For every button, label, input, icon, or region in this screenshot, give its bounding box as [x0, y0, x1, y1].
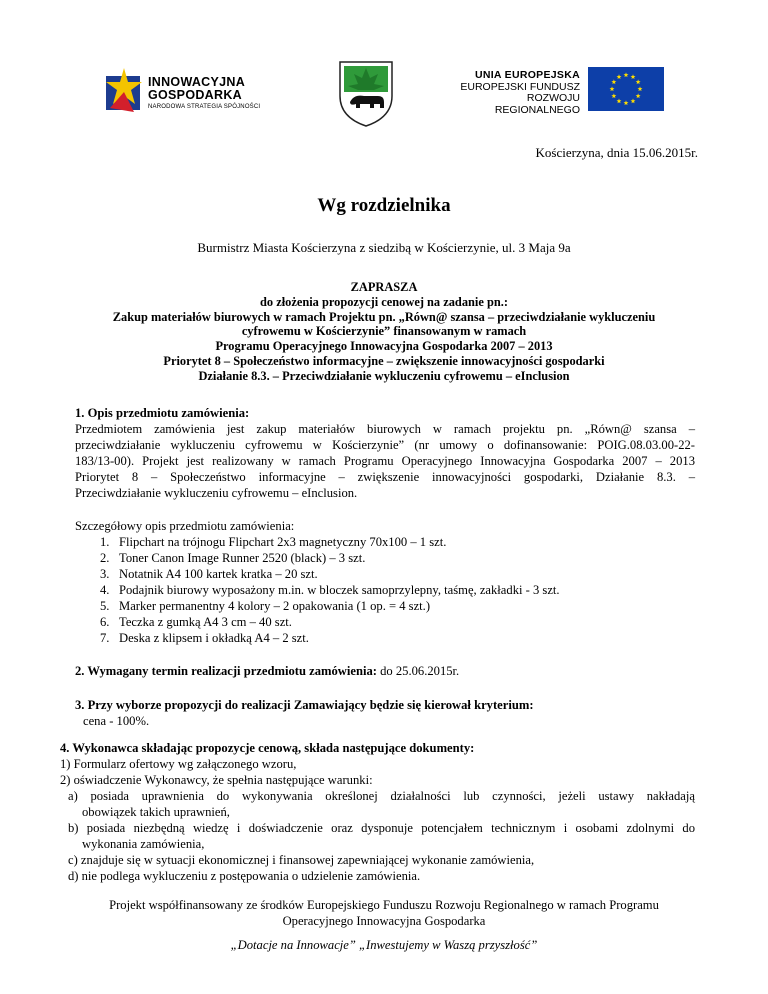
details-list [75, 534, 695, 646]
condition-line: a) posiada uprawnienia do wykonywania określonej działalności lub czynności, jeżeli ustawy nakładają [68, 789, 695, 803]
criterion-value: cena - 100%. [83, 714, 150, 728]
section4-heading: 4. Wykonawca składając propozycje cenową, składa następujące dokumenty: [60, 741, 475, 755]
section-deadline [75, 663, 695, 679]
invitation-line: cyfrowemu w Kościerzynie” finansowanym w ramach [241, 324, 527, 339]
document-item: 1) Formularz ofertowy wg załączonego wzoru, [60, 757, 297, 771]
invitation-line: do złożenia propozycji cenowej na zadanie pn.: [260, 294, 508, 309]
footer-line: Operacyjnego Innowacyjna Gospodarka [282, 914, 486, 928]
section1-line: Przeciwdziałanie wykluczeniu cyfrowemu – eInclusion. [75, 486, 358, 500]
document-item: 2) oświadczenie Wykonawcy, że spełnia następujące warunki: [60, 773, 373, 787]
condition-line: d) nie podlega wykluczeniu z postępowania o udzielenie zamówienia. [68, 869, 421, 883]
section1-line: Przedmiotem zamówienia jest zakup materiałów biurowych w ramach projektu pn. „Równ@ szansa – [75, 422, 695, 436]
section-criterion [75, 697, 695, 729]
ig-logo-line1: INNOWACYJNA [148, 75, 246, 89]
invitation-line: Priorytet 8 – Społeczeństwo informacyjne – zwiększenie innowacyjności gospodarki [163, 353, 605, 368]
invitation-line: Zakup materiałów biurowych w ramach Projektu pn. „Równ@ szansa – przeciwdziałanie wykluczeniu [112, 309, 656, 324]
eu-flag-icon [588, 67, 664, 111]
section1-line: Priorytet 8 – Społeczeństwo informacyjne – zwiększenie innowacyjności gospodarki, Działanie 8.3. – [75, 470, 695, 484]
list-item: 5. Marker permanentny 4 kolory – 2 opakowania (1 op. = 4 szt.) [100, 599, 431, 613]
ig-logo-line3: NARODOWA STRATEGIA SPÓJNOŚCI [148, 104, 261, 110]
section-description [75, 405, 695, 501]
condition-line: b) posiada niezbędną wiedzę i doświadczenie oraz dysponuje potencjałem technicznym i osobami zdolnymi do [68, 821, 695, 835]
page-title: Wg rozdzielnika [317, 195, 451, 216]
intro-line: Burmistrz Miasta Kościerzyna z siedzibą w Kościerzynie, ul. 3 Maja 9a [197, 240, 571, 255]
ue-line2: EUROPEJSKI FUNDUSZ [460, 80, 580, 93]
invitation-line: Działanie 8.3. – Przeciwdziałanie wykluczeniu cyfrowemu – eInclusion [198, 368, 570, 383]
condition-line: c) znajduje się w sytuacji ekonomicznej i finansowej zapewniającej wykonanie zamówienia, [68, 853, 535, 867]
section1-heading: 1. Opis przedmiotu zamówienia: [75, 406, 250, 420]
details-section [75, 518, 695, 646]
list-item: 6. Teczka z gumką A4 3 cm – 40 szt. [100, 615, 292, 629]
section-documents [60, 740, 695, 884]
innowacyjna-gospodarka-logo [104, 68, 264, 114]
koscierzyna-crest-icon [334, 58, 398, 128]
list-item: 2. Toner Canon Image Runner 2520 (black) – 3 szt. [100, 551, 366, 565]
condition-line: wykonania zamówienia, [82, 837, 205, 851]
invitation-line: ZAPRASZA [350, 280, 418, 294]
section1-line: 183/13-00). Projekt jest realizowany w ramach Programu Operacyjnego Innowacyjna Gospodarka 2007 – 2013 [75, 454, 695, 468]
details-heading: Szczegółowy opis przedmiotu zamówienia: [75, 519, 295, 533]
document-date: Kościerzyna, dnia 15.06.2015r. [535, 145, 698, 160]
condition-line: obowiązek takich uprawnień, [82, 805, 230, 819]
footer-motto: „Dotacje na Innowacje” „Inwestujemy w Waszą przyszłość” [230, 938, 538, 952]
ue-line1: UNIA EUROPEJSKA [474, 69, 580, 81]
list-item: 4. Podajnik biurowy wyposażony m.in. w bloczek samoprzylepny, taśmę, zakładki - 3 szt. [100, 583, 560, 597]
list-item: 1. Flipchart na trójnogu Flipchart 2x3 magnetyczny 70x100 – 1 szt. [100, 535, 447, 549]
list-item: 7. Deska z klipsem i okładką A4 – 2 szt. [100, 631, 309, 645]
section2-heading: 2. Wymagany termin realizacji przedmiotu zamówienia: [75, 664, 377, 678]
ig-star-icon [104, 68, 146, 114]
section1-line: przeciwdziałanie wykluczeniu cyfrowemu w Kościerzynie” (nr umowy o dofinansowanie: POIG.08.03.00-22- [75, 438, 695, 452]
ue-line3: ROZWOJU REGIONALNEGO [494, 92, 580, 116]
eu-fund-label [440, 70, 580, 116]
deadline-value: do 25.06.2015r. [376, 664, 460, 678]
footer-line: Projekt współfinansowany ze środków Europejskiego Funduszu Rozwoju Regionalnego w ramach Programu [109, 898, 659, 912]
invitation-block [60, 280, 708, 384]
section3-heading: 3. Przy wyborze propozycji do realizacji Zamawiający będzie się kierował kryterium: [75, 698, 534, 712]
footer [0, 897, 768, 929]
ig-logo-line2: GOSPODARKA [148, 87, 242, 102]
list-item: 3. Notatnik A4 100 kartek kratka – 20 szt. [100, 567, 318, 581]
invitation-line: Programu Operacyjnego Innowacyjna Gospodarka 2007 – 2013 [215, 339, 553, 354]
